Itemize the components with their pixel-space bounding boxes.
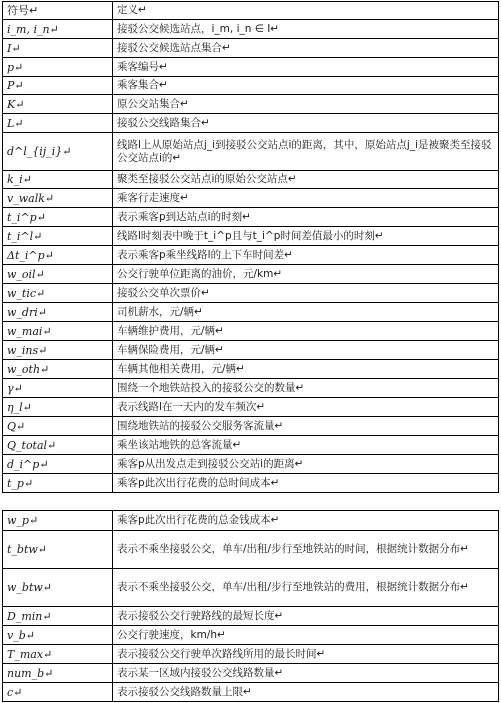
table-row — [3, 417, 499, 436]
definition-cell: 定义↵ — [113, 2, 499, 20]
symbol-cell: I↵ — [3, 39, 113, 58]
symbol-cell: P↵ — [3, 77, 113, 95]
symbol-cell: T_max↵ — [3, 645, 113, 664]
symbol-cell: d^l_{ij_i}↵ — [3, 133, 113, 171]
definition-cell: 公交行驶速度，km/h↵ — [113, 626, 499, 645]
definition-cell: 表示线路l在一天内的发车频次↵ — [113, 398, 499, 417]
table-row — [3, 20, 499, 39]
definition-cell: 接驳公交候选站点，i_m, i_n ∈ I↵ — [113, 20, 499, 39]
definition-cell: 乘客p此次出行花费的总时间成本↵ — [113, 474, 499, 493]
table-row — [3, 569, 499, 607]
symbol-cell: Q↵ — [3, 417, 113, 436]
definition-cell: 表示乘客p到达站点i的时刻↵ — [113, 208, 499, 227]
symbol-cell: k_i↵ — [3, 171, 113, 189]
table-row — [3, 664, 499, 683]
definition-cell: 乘坐该站地铁的总客流量↵ — [113, 436, 499, 455]
definition-cell: 表示接驳公交线路数量上限↵ — [113, 683, 499, 702]
symbol-cell: K↵ — [3, 95, 113, 114]
symbol-cell: w_ins↵ — [3, 341, 113, 360]
symbol-cell: w_oth↵ — [3, 360, 113, 379]
definition-cell: 乘客集合↵ — [113, 77, 499, 95]
definition-cell: 接驳公交单次票价↵ — [113, 284, 499, 303]
table-row — [3, 208, 499, 227]
symbol-cell: w_dri↵ — [3, 303, 113, 322]
definition-cell: 表示不乘坐接驳公交，单车/出租/步行至地铁站的时间，根据统计数据分布↵ — [113, 531, 499, 569]
symbol-cell: 符号↵ — [3, 2, 113, 20]
table-row — [3, 474, 499, 493]
table-row — [3, 189, 499, 208]
table-row — [3, 114, 499, 133]
symbol-cell: w_tic↵ — [3, 284, 113, 303]
symbol-cell: v_walk↵ — [3, 189, 113, 208]
symbol-cell: η_l↵ — [3, 398, 113, 417]
definition-cell: 乘客编号↵ — [113, 58, 499, 77]
definition-cell: 接驳公交候选站点集合↵ — [113, 39, 499, 58]
table-row — [3, 511, 499, 531]
definition-cell: 表示不乘坐接驳公交，单车/出租/步行至地铁站的费用，根据统计数据分布↵ — [113, 569, 499, 607]
symbol-cell: w_mai↵ — [3, 322, 113, 341]
definition-cell: 车辆其他相关费用，元/辆↵ — [113, 360, 499, 379]
definition-cell: 司机薪水，元/辆↵ — [113, 303, 499, 322]
symbol-cell: Q_total↵ — [3, 436, 113, 455]
table-row — [3, 398, 499, 417]
notation-table-2 — [2, 510, 499, 702]
symbol-cell: t_i^p↵ — [3, 208, 113, 227]
symbol-cell: p↵ — [3, 58, 113, 77]
table-row — [3, 341, 499, 360]
symbol-cell: t_btw↵ — [3, 531, 113, 569]
table-row — [3, 531, 499, 569]
symbol-cell: L↵ — [3, 114, 113, 133]
table-row — [3, 39, 499, 58]
table-row — [3, 645, 499, 664]
symbol-cell: t_p↵ — [3, 474, 113, 493]
table-row — [3, 58, 499, 77]
definition-cell: 表示乘客p乘坐线路l的上下车时间差↵ — [113, 246, 499, 265]
table-row — [3, 2, 499, 20]
symbol-cell: w_btw↵ — [3, 569, 113, 607]
symbol-cell: v_b↵ — [3, 626, 113, 645]
definition-cell: 乘客p从出发点走到接驳公交站i的距离↵ — [113, 455, 499, 474]
symbol-cell: γ↵ — [3, 379, 113, 398]
symbol-cell: t_i^l↵ — [3, 227, 113, 246]
table-row — [3, 265, 499, 284]
table-row — [3, 626, 499, 645]
table-gap — [2, 502, 499, 510]
definition-cell: 乘客行走速度↵ — [113, 189, 499, 208]
symbol-cell: num_b↵ — [3, 664, 113, 683]
symbol-cell: w_oil↵ — [3, 265, 113, 284]
table-row — [3, 322, 499, 341]
symbol-cell: w_p↵ — [3, 511, 113, 531]
definition-cell: 表示某一区域内接驳公交线路数量↵ — [113, 664, 499, 683]
symbol-cell: c↵ — [3, 683, 113, 702]
table-row — [3, 284, 499, 303]
definition-cell: 线路l时刻表中晚于t_i^p且与t_i^p时间差值最小的时刻↵ — [113, 227, 499, 246]
table-row — [3, 133, 499, 171]
table-row — [3, 607, 499, 626]
definition-cell: 车辆保险费用，元/辆↵ — [113, 341, 499, 360]
table-row — [3, 360, 499, 379]
symbol-cell: Δt_i^p↵ — [3, 246, 113, 265]
table-row — [3, 455, 499, 474]
definition-cell: 表示接驳公交行驶路线的最短长度↵ — [113, 607, 499, 626]
definition-cell: 原公交站集合↵ — [113, 95, 499, 114]
notation-table-1 — [2, 1, 499, 493]
symbol-cell: d_i^p↵ — [3, 455, 113, 474]
definition-cell: 公交行驶单位距离的油价，元/km↵ — [113, 265, 499, 284]
definition-cell: 聚类至接驳公交站点i的原始公交站点↵ — [113, 171, 499, 189]
definition-cell: 接驳公交线路集合↵ — [113, 114, 499, 133]
definition-cell: 表示接驳公交行驶单次路线所用的最长时间↵ — [113, 645, 499, 664]
symbol-cell: i_m, i_n↵ — [3, 20, 113, 39]
definition-cell: 围绕地铁站的接驳公交服务客流量↵ — [113, 417, 499, 436]
table-row — [3, 303, 499, 322]
symbol-cell: D_min↵ — [3, 607, 113, 626]
definition-cell: 乘客p此次出行花费的总金钱成本↵ — [113, 511, 499, 531]
table-row — [3, 436, 499, 455]
definition-cell: 车辆维护费用，元/辆↵ — [113, 322, 499, 341]
definition-cell: 线路l上从原始站点j_i到接驳公交站点i的距离，其中，原始站点j_i是被聚类至接驳公交站点i的↵ — [113, 133, 499, 171]
definition-cell: 围绕一个地铁站投入的接驳公交的数量↵ — [113, 379, 499, 398]
table-row — [3, 227, 499, 246]
table-row — [3, 171, 499, 189]
table-row — [3, 95, 499, 114]
table-row — [3, 246, 499, 265]
table-row — [3, 683, 499, 702]
table-row — [3, 379, 499, 398]
table-row — [3, 77, 499, 95]
